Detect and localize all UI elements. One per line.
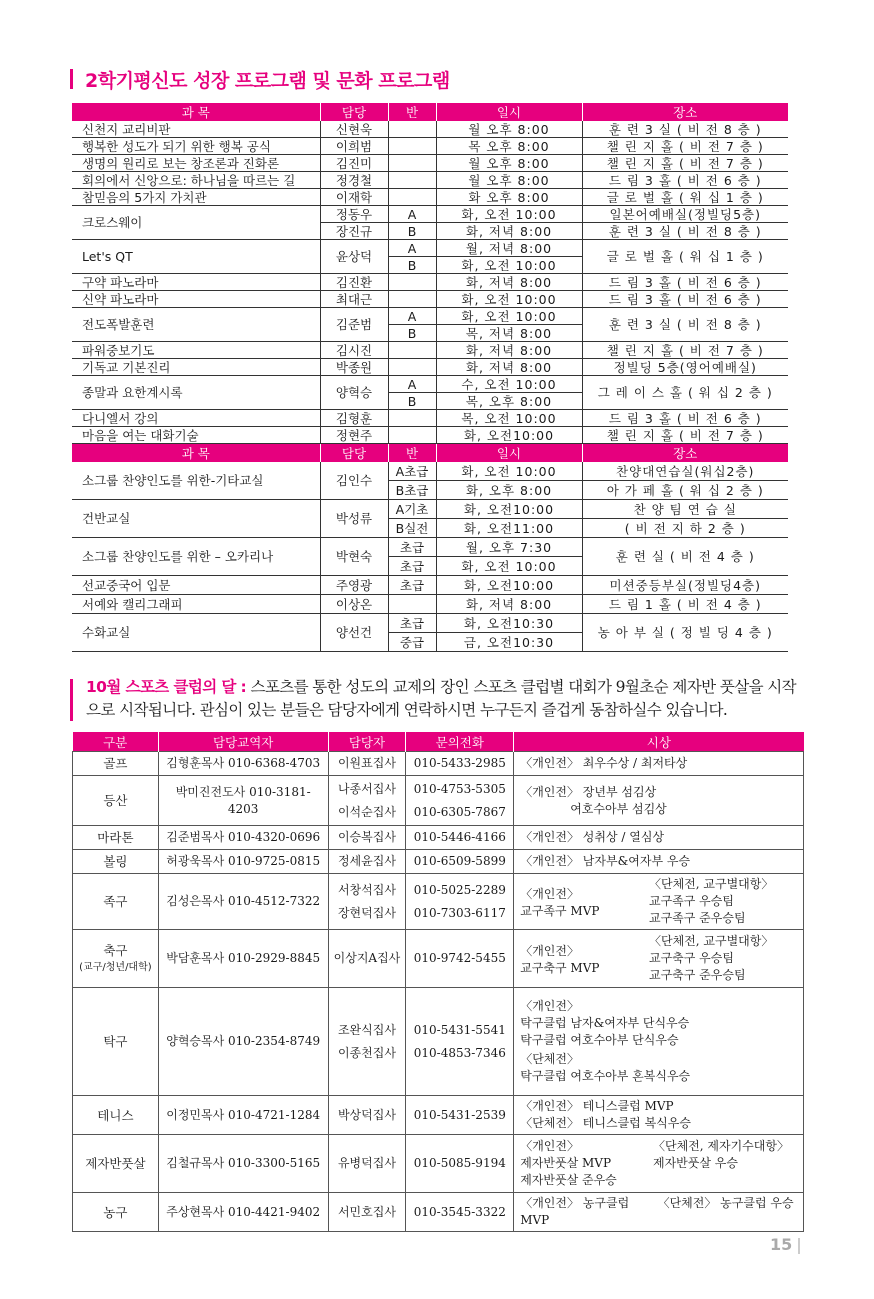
program-class (388, 595, 436, 614)
prize: 〈개인전〉 장년부 섬김상 여호수아부 섬김상 (514, 776, 804, 826)
program-subject: 구약 파노라마 (72, 274, 320, 291)
program-class: B실전 (388, 519, 436, 538)
pastor: 김성은목사 010-4512-7322 (158, 874, 328, 930)
notice-accent-bar (70, 679, 73, 721)
program-place: 드 림 3 홀 ( 비 전 6 층 ) (582, 274, 788, 291)
page-number-bar (798, 1238, 800, 1254)
program-class (388, 121, 436, 138)
category: 테니스 (73, 1096, 159, 1135)
program-header-cell: 장소 (582, 444, 788, 463)
program-teacher: 김인수 (320, 462, 388, 500)
prize: 〈개인전〉 제자반풋살 MVP 제자반풋살 준우승 〈단체전, 제자기수대항〉 제자반풋살 우승 (514, 1135, 804, 1193)
program-time: 화, 오전 10:00 (436, 308, 582, 325)
program-place: 챌 린 지 홀 ( 비 전 7 층 ) (582, 155, 788, 172)
program-row (72, 500, 788, 519)
program-teacher: 김진환 (320, 274, 388, 291)
program-class: B (388, 257, 436, 274)
category: 골프 (73, 752, 159, 776)
program-row (72, 121, 788, 138)
program-teacher: 이재학 (320, 189, 388, 206)
pastor: 김형훈목사 010-6368-4703 (158, 752, 328, 776)
program-row (72, 291, 788, 308)
program-time: 금, 오전10:30 (436, 633, 582, 652)
program-class: 초급 (388, 576, 436, 595)
header-phone: 문의전화 (406, 732, 514, 752)
sports-row-pingpong (73, 988, 804, 1096)
program-subject: 신약 파노라마 (72, 291, 320, 308)
prize: 〈개인전〉 성취상 / 열심상 (514, 826, 804, 850)
manager: 서창석집사 장현덕집사 (328, 874, 406, 930)
program-time: 화, 오전10:00 (436, 500, 582, 519)
program-time: 화, 오전 10:00 (436, 462, 582, 481)
program-class (388, 427, 436, 444)
program-place: 찬양대연습실(워십2층) (582, 462, 788, 481)
program-row (72, 595, 788, 614)
program-time: 월 오후 8:00 (436, 155, 582, 172)
program-row (72, 359, 788, 376)
program-place: 정빌딩 5층(영어예배실) (582, 359, 788, 376)
prize: 〈개인전〉 교구축구 MVP 〈단체전, 교구별대항〉 교구축구 우승팀 교구축구 준우승팀 (514, 930, 804, 988)
program-time: 화, 저녁 8:00 (436, 342, 582, 359)
program-time: 화 오후 8:00 (436, 189, 582, 206)
program-subject: 다니엘서 강의 (72, 410, 320, 427)
prize: 〈개인전〉 최우수상 / 최저타상 (514, 752, 804, 776)
program-teacher: 정경철 (320, 172, 388, 189)
program-row (72, 462, 788, 481)
program-teacher: 장진규 (320, 223, 388, 240)
sports-row-futsal (73, 1135, 804, 1193)
program-subject: 마음을 여는 대화기술 (72, 427, 320, 444)
program-time: 화, 저녁 8:00 (436, 359, 582, 376)
pastor: 양혁승목사 010-2354-8749 (158, 988, 328, 1096)
program-class: B (388, 223, 436, 240)
program-subject: 신천지 교리비판 (72, 121, 320, 138)
header-category: 구분 (73, 732, 159, 752)
sports-row-hiking (73, 776, 804, 826)
program-subject: Let's QT (72, 240, 320, 274)
manager: 조완식집사 이종천집사 (328, 988, 406, 1096)
program-place: 훈 련 실 ( 비 전 4 층 ) (582, 538, 788, 576)
program-teacher: 양선건 (320, 614, 388, 652)
program-class: A (388, 308, 436, 325)
program-time: 화, 오전10:00 (436, 427, 582, 444)
category: 족구 (73, 874, 159, 930)
program-place: 훈 련 3 실 ( 비 전 8 층 ) (582, 223, 788, 240)
program-place: 훈 련 3 실 ( 비 전 8 층 ) (582, 308, 788, 342)
program-header-cell: 장소 (582, 103, 788, 121)
program-time: 화, 저녁 8:00 (436, 274, 582, 291)
prize: 〈개인전〉 테니스클럽 MVP 〈단체전〉 테니스클럽 복식우승 (514, 1096, 804, 1135)
program-class: A (388, 206, 436, 223)
category: 마라톤 (73, 826, 159, 850)
category: 축구 (교구/청년/대학) (73, 930, 159, 988)
program-header-cell: 과 목 (72, 103, 320, 121)
notice-highlight: 10월 스포츠 클럽의 달 : (86, 678, 247, 696)
program-class: A (388, 240, 436, 257)
program-place: 글 로 벌 홀 ( 워 십 1 층 ) (582, 240, 788, 274)
program-place: 챌 린 지 홀 ( 비 전 7 층 ) (582, 138, 788, 155)
program-place: 그 레 이 스 홀 ( 워 십 2 층 ) (582, 376, 788, 410)
program-header-cell: 일시 (436, 103, 582, 121)
program-time: 수, 오전 10:00 (436, 376, 582, 393)
program-subject: 서예와 캘리그래피 (72, 595, 320, 614)
program-header-row (72, 444, 788, 463)
program-place: ( 비 전 지 하 2 층 ) (582, 519, 788, 538)
program-class (388, 274, 436, 291)
program-row (72, 138, 788, 155)
program-row (72, 308, 788, 325)
program-subject: 종말과 요한계시록 (72, 376, 320, 410)
manager: 정세윤집사 (328, 850, 406, 874)
program-time: 월 오후 8:00 (436, 172, 582, 189)
phone: 010-9742-5455 (406, 930, 514, 988)
program-teacher: 이상온 (320, 595, 388, 614)
notice-body: 스포츠를 통한 성도의 교제의 장인 스포츠 클럽별 대회가 9월초순 제자반 풋살을 시작으로 시작됩니다. 관심이 있는 분들은 담당자에게 연락하시면 누구든지 즐겁게 동참하실수 있습니다. (86, 678, 797, 719)
phone: 010-6509-5899 (406, 850, 514, 874)
program-class: 초급 (388, 557, 436, 576)
manager: 유병덕집사 (328, 1135, 406, 1193)
program-header-row (72, 103, 788, 121)
program-class (388, 138, 436, 155)
notice-text (86, 676, 810, 722)
program-subject: 참믿음의 5가지 가치관 (72, 189, 320, 206)
program-place: 드 림 3 홀 ( 비 전 6 층 ) (582, 172, 788, 189)
sports-row-marathon (73, 826, 804, 850)
program-teacher: 박종원 (320, 359, 388, 376)
pastor: 허광욱목사 010-9725-0815 (158, 850, 328, 874)
program-place: 농 아 부 실 ( 정 빌 딩 4 층 ) (582, 614, 788, 652)
manager: 나종서집사 이석순집사 (328, 776, 406, 826)
category: 등산 (73, 776, 159, 826)
program-teacher: 윤상덕 (320, 240, 388, 274)
program-row (72, 538, 788, 557)
section-title-row (70, 64, 790, 94)
sports-header-row (73, 732, 804, 752)
program-row (72, 427, 788, 444)
pastor: 김철규목사 010-3300-5165 (158, 1135, 328, 1193)
program-class: B (388, 393, 436, 410)
program-row (72, 240, 788, 257)
program-teacher: 정동우 (320, 206, 388, 223)
program-place: 아 가 페 홀 ( 워 십 2 층 ) (582, 481, 788, 500)
header-manager: 담당자 (328, 732, 406, 752)
category: 제자반풋살 (73, 1135, 159, 1193)
program-subject: 수화교실 (72, 614, 320, 652)
program-place: 드 림 3 홀 ( 비 전 6 층 ) (582, 291, 788, 308)
program-time: 목, 오전 10:00 (436, 410, 582, 427)
program-subject: 소그룹 찬양인도를 위한-기타교실 (72, 462, 320, 500)
manager: 박상덕집사 (328, 1096, 406, 1135)
program-place: 챌 린 지 홀 ( 비 전 7 층 ) (582, 342, 788, 359)
sports-notice (70, 676, 810, 722)
sports-row-bowling (73, 850, 804, 874)
program-row (72, 155, 788, 172)
manager: 이상지A집사 (328, 930, 406, 988)
program-class (388, 155, 436, 172)
program-time: 화, 오전 10:00 (436, 557, 582, 576)
program-place: 일본어예배실(정빌딩5층) (582, 206, 788, 223)
sports-row-tennis (73, 1096, 804, 1135)
manager: 이승복집사 (328, 826, 406, 850)
program-place: 훈 련 3 실 ( 비 전 8 층 ) (582, 121, 788, 138)
program-teacher: 최대근 (320, 291, 388, 308)
program-teacher: 신현욱 (320, 121, 388, 138)
sports-row-footvolley (73, 874, 804, 930)
program-teacher: 정현주 (320, 427, 388, 444)
program-time: 목 오후 8:00 (436, 138, 582, 155)
page-number: 15 (770, 1235, 800, 1254)
program-header-cell: 과 목 (72, 444, 320, 463)
program-place: 미션중등부실(정빌딩4층) (582, 576, 788, 595)
pastor: 박미진전도사 010-3181-4203 (158, 776, 328, 826)
prize: 〈개인전〉 교구족구 MVP 〈단체전, 교구별대항〉 교구족구 우승팀 교구족구 준우승팀 (514, 874, 804, 930)
program-time: 화, 저녁 8:00 (436, 595, 582, 614)
program-class (388, 342, 436, 359)
program-header-cell: 일시 (436, 444, 582, 463)
program-place: 드 림 1 홀 ( 비 전 4 층 ) (582, 595, 788, 614)
program-row (72, 614, 788, 633)
pastor: 주상현목사 010-4421-9402 (158, 1193, 328, 1232)
title-accent-bar (70, 69, 73, 89)
program-teacher: 주영광 (320, 576, 388, 595)
program-time: 화, 오전11:00 (436, 519, 582, 538)
program-subject: 선교중국어 입문 (72, 576, 320, 595)
program-subject: 건반교실 (72, 500, 320, 538)
program-row (72, 576, 788, 595)
phone: 010-5085-9194 (406, 1135, 514, 1193)
program-header-cell: 담당 (320, 444, 388, 463)
category: 탁구 (73, 988, 159, 1096)
program-place: 글 로 벌 홀 ( 워 십 1 층 ) (582, 189, 788, 206)
phone: 010-5025-2289 010-7303-6117 (406, 874, 514, 930)
manager: 이원표집사 (328, 752, 406, 776)
program-teacher: 양혁승 (320, 376, 388, 410)
program-time: 목, 오후 8:00 (436, 393, 582, 410)
program-table (72, 103, 788, 652)
program-class (388, 291, 436, 308)
program-class: B초급 (388, 481, 436, 500)
program-header-cell: 반 (388, 103, 436, 121)
phone: 010-5433-2985 (406, 752, 514, 776)
program-time: 화, 오전10:30 (436, 614, 582, 633)
phone: 010-4753-5305 010-6305-7867 (406, 776, 514, 826)
program-time: 화, 오전10:00 (436, 576, 582, 595)
prize: 〈개인전〉 남자부&여자부 우승 (514, 850, 804, 874)
sports-row-basketball (73, 1193, 804, 1232)
program-time: 화, 오후 8:00 (436, 481, 582, 500)
sports-row-soccer (73, 930, 804, 988)
program-row (72, 410, 788, 427)
pastor: 이정민목사 010-4721-1284 (158, 1096, 328, 1135)
program-class: A초급 (388, 462, 436, 481)
program-place: 찬 양 팀 연 습 실 (582, 500, 788, 519)
program-row (72, 376, 788, 393)
program-subject: 생명의 원리로 보는 창조론과 진화론 (72, 155, 320, 172)
program-time: 목, 저녁 8:00 (436, 325, 582, 342)
program-header-cell: 담당 (320, 103, 388, 121)
program-teacher: 김진미 (320, 155, 388, 172)
sports-row-golf (73, 752, 804, 776)
manager: 서민호집사 (328, 1193, 406, 1232)
program-class (388, 189, 436, 206)
program-class: A (388, 376, 436, 393)
program-class: 중급 (388, 633, 436, 652)
program-subject: 파워중보기도 (72, 342, 320, 359)
program-teacher: 김시진 (320, 342, 388, 359)
category: 농구 (73, 1193, 159, 1232)
program-subject: 소그룹 찬양인도를 위한 – 오카리나 (72, 538, 320, 576)
header-prize: 시상 (514, 732, 804, 752)
phone: 010-3545-3322 (406, 1193, 514, 1232)
phone: 010-5431-5541 010-4853-7346 (406, 988, 514, 1096)
program-time: 월, 오후 7:30 (436, 538, 582, 557)
program-subject: 전도폭발훈련 (72, 308, 320, 342)
program-time: 화, 저녁 8:00 (436, 223, 582, 240)
program-teacher: 김준범 (320, 308, 388, 342)
pastor: 박담훈목사 010-2929-8845 (158, 930, 328, 988)
prize: 〈개인전〉 탁구클럽 남자&여자부 단식우승 탁구클럽 여호수아부 단식우승 〈단체전〉 탁구클럽 여호수아부 혼복식우승 (514, 988, 804, 1096)
program-teacher: 박성류 (320, 500, 388, 538)
program-class (388, 172, 436, 189)
program-place: 챌 린 지 홀 ( 비 전 7 층 ) (582, 427, 788, 444)
program-subject: 기독교 기본진리 (72, 359, 320, 376)
phone: 010-5446-4166 (406, 826, 514, 850)
program-class: A기초 (388, 500, 436, 519)
program-row (72, 172, 788, 189)
program-time: 화, 오전 10:00 (436, 291, 582, 308)
program-row (72, 206, 788, 223)
program-subject: 행복한 성도가 되기 위한 행복 공식 (72, 138, 320, 155)
program-teacher: 박현숙 (320, 538, 388, 576)
program-class: B (388, 325, 436, 342)
program-teacher: 이희범 (320, 138, 388, 155)
program-time: 월, 저녁 8:00 (436, 240, 582, 257)
program-row (72, 189, 788, 206)
program-subject: 크로스웨이 (72, 206, 320, 240)
program-time: 화, 오전 10:00 (436, 206, 582, 223)
prize: 〈개인전〉 농구클럽 MVP 〈단체전〉 농구클럽 우승 (514, 1193, 804, 1232)
phone: 010-5431-2539 (406, 1096, 514, 1135)
pastor: 김준범목사 010-4320-0696 (158, 826, 328, 850)
program-class (388, 359, 436, 376)
program-row (72, 274, 788, 291)
sports-club-table (72, 732, 804, 1232)
program-time: 화, 오전 10:00 (436, 257, 582, 274)
program-subject: 회의에서 신앙으로: 하나님을 따르는 길 (72, 172, 320, 189)
program-class (388, 410, 436, 427)
program-time: 월 오후 8:00 (436, 121, 582, 138)
program-place: 드 림 3 홀 ( 비 전 6 층 ) (582, 410, 788, 427)
header-pastor: 담당교역자 (158, 732, 328, 752)
program-teacher: 김형훈 (320, 410, 388, 427)
category: 볼링 (73, 850, 159, 874)
program-row (72, 342, 788, 359)
page-title: 2학기평신도 성장 프로그램 및 문화 프로그램 (85, 69, 450, 92)
program-header-cell: 반 (388, 444, 436, 463)
program-class: 초급 (388, 614, 436, 633)
program-class: 초급 (388, 538, 436, 557)
